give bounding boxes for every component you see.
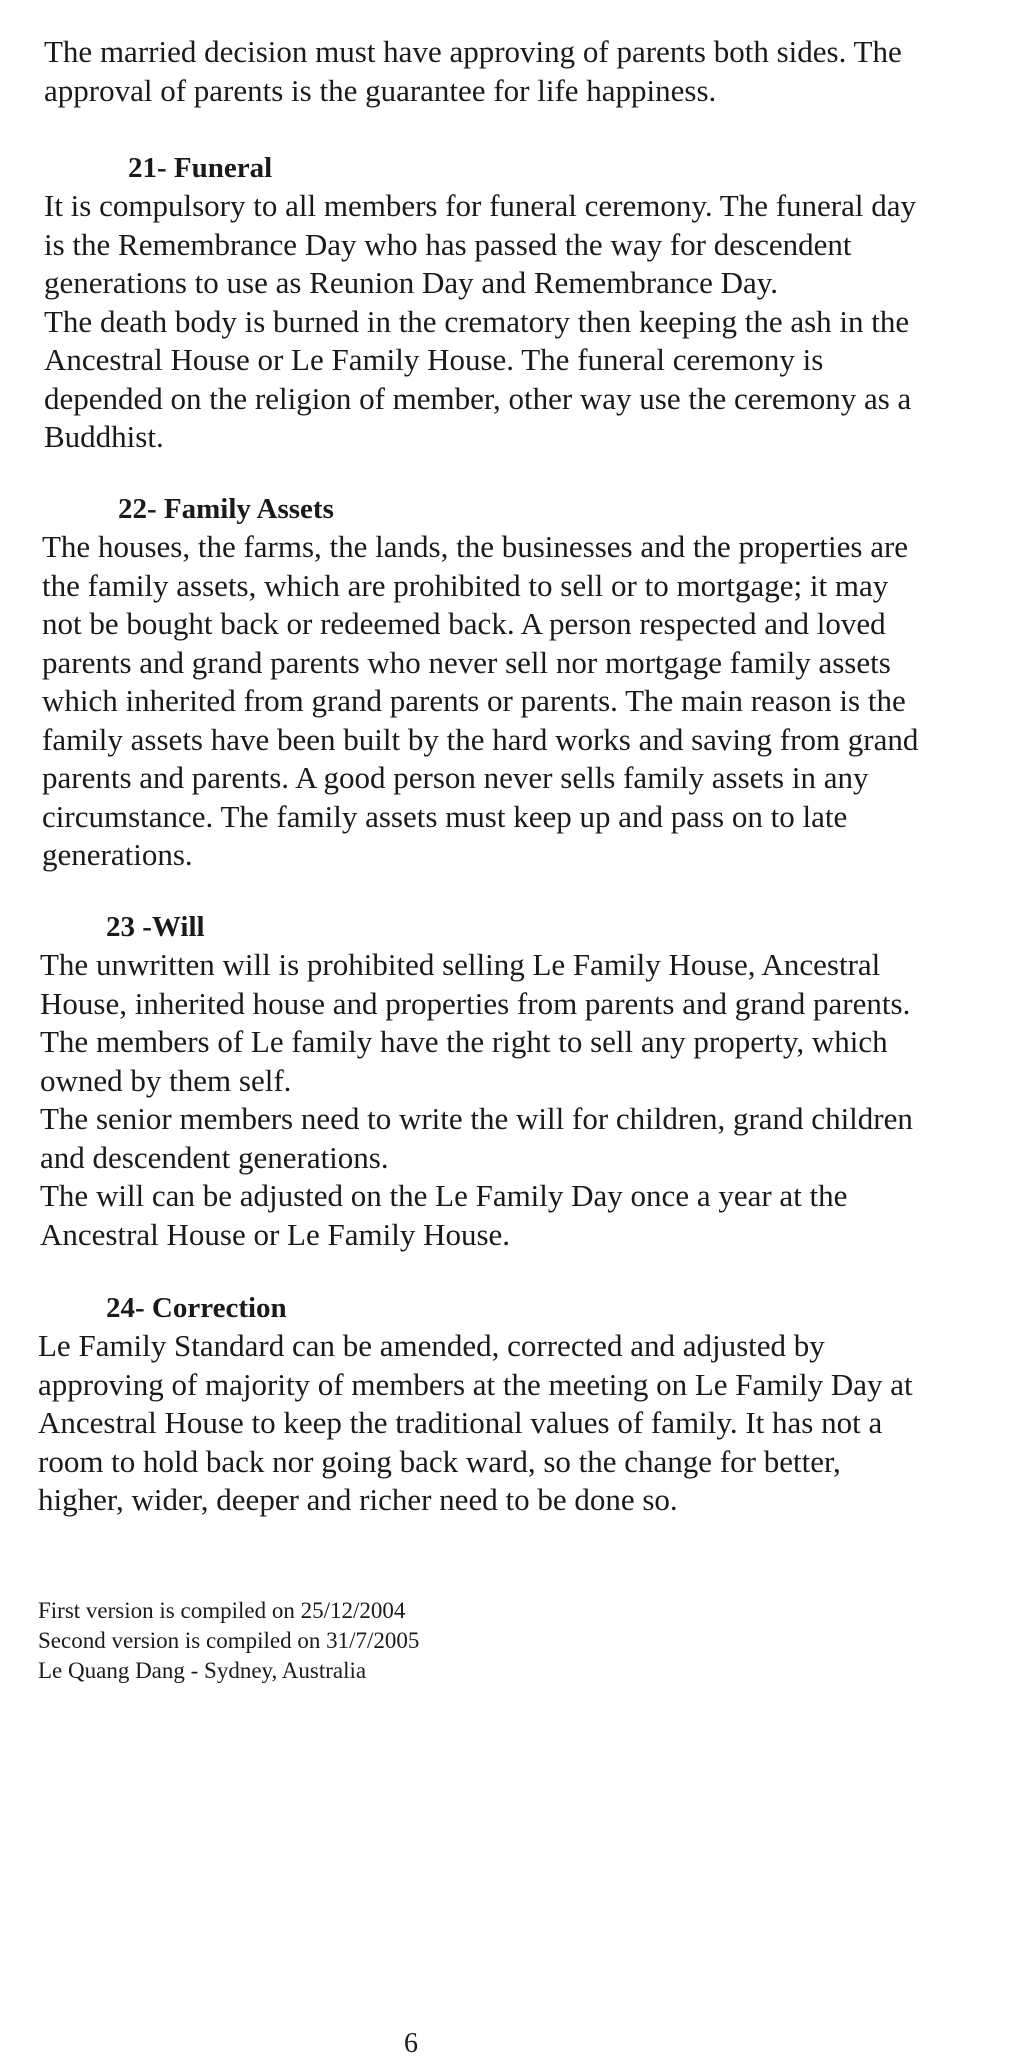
paragraph-text	[44, 33, 994, 110]
text-line: It is compulsory to all members for funeral ceremony. The funeral day	[44, 188, 917, 223]
page-number: 6	[404, 2028, 418, 2059]
text-line: The houses, the farms, the lands, the businesses and the properties are	[42, 529, 909, 564]
section-funeral	[44, 149, 1004, 457]
text-line: generations.	[42, 837, 193, 872]
version-footer	[38, 1596, 738, 1686]
text-line: room to hold back nor going back ward, so the change for better,	[38, 1443, 841, 1479]
text-line: The death body is burned in the crematory then keeping the ash in the	[44, 303, 910, 339]
paragraph-text	[44, 187, 1004, 457]
paragraph-text	[40, 946, 1000, 1254]
text-line: Ancestral House or Le Family House. The funeral ceremony is	[44, 342, 824, 377]
text-line: The members of Le family have the right to sell any property, which	[40, 1024, 888, 1059]
section-heading: 21- Funeral	[128, 152, 273, 184]
text-line: is the Remembrance Day who has passed the way for descendent	[44, 226, 852, 262]
text-line: Le Family Standard can be amended, corrected and adjusted by	[38, 1328, 825, 1363]
text-line: House, inherited house and properties from parents and grand parents.	[40, 985, 911, 1021]
text-line: The unwritten will is prohibited selling Le Family House, Ancestral	[40, 947, 881, 982]
text-line: parents and parents. A good person never sells family assets in any	[42, 760, 869, 795]
section-family-assets	[42, 490, 1002, 875]
text-line: generations to use as Reunion Day and Remembrance Day.	[44, 265, 779, 300]
text-line: approving of majority of members at the meeting on Le Family Day at	[38, 1366, 913, 1402]
text-line: The will can be adjusted on the Le Family Day once a year at the	[40, 1178, 848, 1213]
section-heading: 23 -Will	[106, 911, 205, 943]
text-line: circumstance. The family assets must keep up and pass on to late	[42, 798, 848, 834]
text-line: family assets have been built by the hard works and saving from grand	[42, 721, 919, 757]
text-line: Buddhist.	[44, 419, 164, 454]
intro-paragraph	[44, 33, 994, 110]
text-line: depended on the religion of member, other way use the ceremony as a	[44, 380, 912, 416]
section-correction	[38, 1289, 1003, 1520]
text-line: approval of parents is the guarantee for life happiness.	[44, 72, 717, 108]
text-line: not be bought back or redeemed back. A person respected and loved	[42, 606, 886, 641]
section-heading: 24- Correction	[106, 1292, 287, 1324]
author-line: Le Quang Dang - Sydney, Australia	[38, 1658, 367, 1683]
paragraph-text	[38, 1327, 1003, 1520]
second-version-note: Second version is compiled on 31/7/2005	[38, 1628, 420, 1653]
section-heading: 22- Family Assets	[118, 493, 334, 525]
text-line: The married decision must have approving of parents both sides. The	[44, 34, 902, 69]
text-line: parents and grand parents who never sell nor mortgage family assets	[42, 644, 891, 680]
text-line: the family assets, which are prohibited to sell or to mortgage; it may	[42, 567, 889, 603]
text-line: owned by them self.	[40, 1062, 292, 1098]
paragraph-text	[42, 528, 1002, 875]
section-will	[40, 908, 1000, 1254]
text-line: higher, wider, deeper and richer need to be done so.	[38, 1482, 678, 1517]
text-line: which inherited from grand parents or parents. The main reason is the	[42, 683, 906, 718]
text-line: The senior members need to write the will for children, grand children	[40, 1101, 913, 1136]
first-version-note: First version is compiled on 25/12/2004	[38, 1598, 406, 1623]
text-line: Ancestral House to keep the traditional values of family. It has not a	[38, 1405, 883, 1440]
text-line: Ancestral House or Le Family House.	[40, 1216, 511, 1252]
text-line: and descendent generations.	[40, 1139, 389, 1175]
